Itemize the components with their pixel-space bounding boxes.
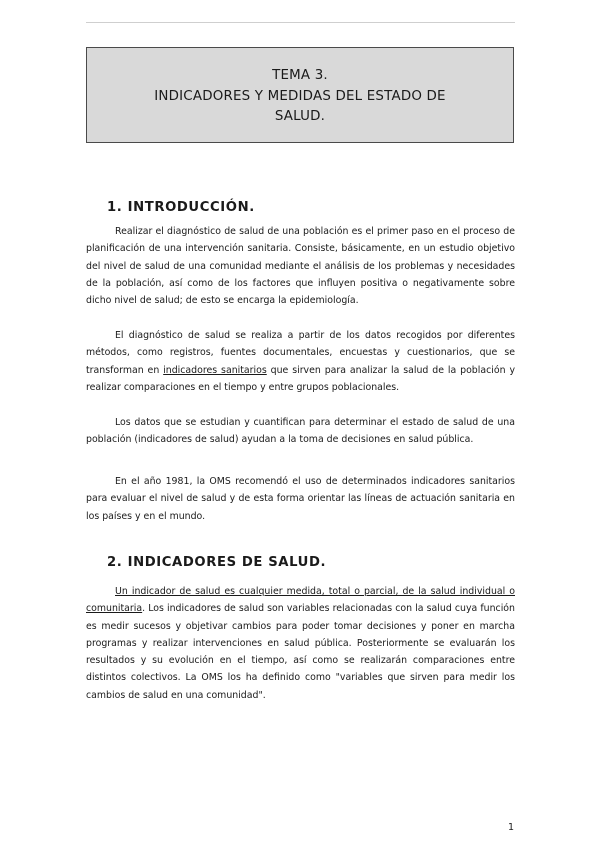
- paragraph-text: El diagnóstico de salud se realiza a partir de los datos recogidos por diferentes métodos, como registros, fuentes documentales, encuestas y cuestionarios, que se transforman en: [86, 330, 515, 376]
- title-box: [86, 47, 514, 143]
- underlined-definition: Un indicador de salud es cualquier medida, total o parcial, de la salud individual o comunitaria: [86, 586, 515, 615]
- paragraph: [86, 327, 515, 396]
- title-line-1: TEMA 3.: [272, 68, 328, 83]
- underlined-term: indicadores sanitarios: [163, 364, 267, 376]
- section-heading-indicadores: 2. INDICADORES DE SALUD.: [107, 555, 327, 570]
- paragraph: Realizar el diagnóstico de salud de una población es el primer paso en el proceso de planificación de una intervención sanitaria. Consiste, básicamente, en un estudio objetivo del nivel de salud de una comunidad mediante el análisis de los problemas y necesidades de la población, así como de los factores que influyen positiva o negativamente sobre dicho nivel de salud; de esto se encarga la epidemiología.: [86, 226, 515, 307]
- header-rule: [86, 22, 515, 23]
- paragraph-text: . Los indicadores de salud son variables relacionadas con la salud cuya función es medir sucesos y objetivar cambios para poder tomar decisiones y poner en marcha programas y realizar intervenciones en salud pública. Posteriormente se evaluarán los resultados y su evolución en el tiempo, así como se realizarán comparaciones entre distintos colectivos. La OMS los ha definido como "variables que sirven para medir los cambios de salud en una comunidad".: [86, 603, 515, 701]
- paragraph-text: que sirven para analizar la salud de la población y realizar comparaciones en el tiempo y entre grupos poblacionales.: [86, 364, 515, 393]
- paragraph: [86, 583, 515, 704]
- title-line-2: INDICADORES Y MEDIDAS DEL ESTADO DE: [154, 88, 446, 104]
- paragraph: En el año 1981, la OMS recomendó el uso de determinados indicadores sanitarios para evaluar el nivel de salud y de esta forma orientar las líneas de actuación sanitaria en los países y en el mundo.: [86, 476, 515, 522]
- section-heading-introduccion: 1. INTRODUCCIÓN.: [107, 200, 255, 215]
- page-number: 1: [508, 822, 515, 833]
- paragraph: Los datos que se estudian y cuantifican para determinar el estado de salud de una población (indicadores de salud) ayudan a la toma de decisiones en salud pública.: [86, 417, 515, 446]
- title-line-3: SALUD.: [274, 109, 326, 124]
